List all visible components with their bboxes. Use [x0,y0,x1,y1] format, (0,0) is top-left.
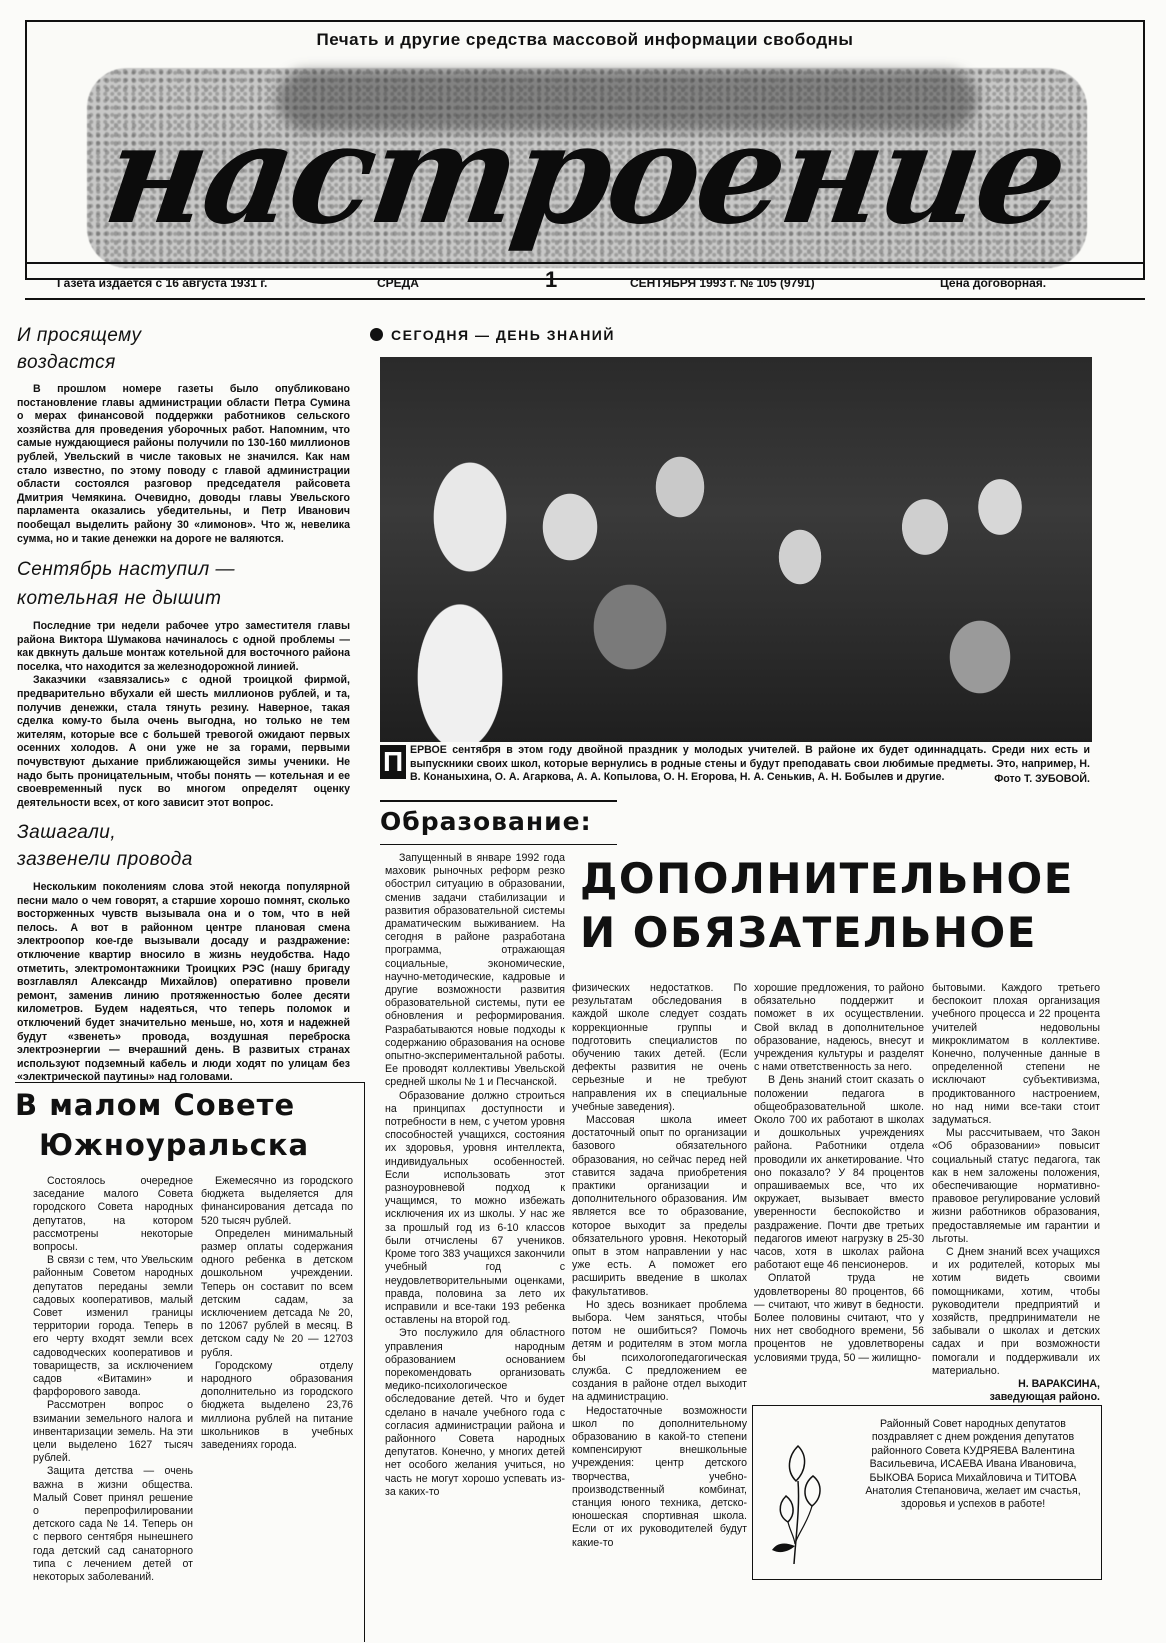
article3-body: Нескольким поколениям слова этой некогда популярной песни мало о чем говорят, а старшие хорошо помнят, сколько восторженных чувств вызывала она и о том, что в ней пелось. А вот в районном центре плановая смена электроопор кое-где вызывали досаду и раздражение: отключение квартир вносило в жизнь неудобства. Надо отметить, электромонтажники Троицких РЭС (нашу бригаду возглавлял Александр Михайлов) оперативно провели ремонт, заменив линию протяженностью более десяти километров. Будем надеяться, что теперь поломок и отключений будет значительно меньше, но, хотя и надежней будут «звенеть» провода, воздушная переброска электроэнергии — вчерашний день. В развитых странах используют подземный кабель и люди ходят по улицам без «электрической паутины» над головами. [17,881,350,1084]
education-headline: ДОПОЛНИТЕЛЬНОЕ И ОБЯЗАТЕЛЬНОЕ [580,854,1074,957]
article2-title-line1: Сентябрь наступил — [17,559,235,580]
article1-title-line1: И просящему [17,325,142,346]
photo-caption: ЕРВОЕ сентября в этом году двойной праздник у молодых учителей. В районе их будет одиннадцать. Среди них есть и выпускники своих школ, которые вернулись в родные стены и будут преподавать свои любимые предметы. Это, например, Н. В. Конаныхина, О. А. Агаркова, А. А. Копылова, О. Н. Егорова, Н. А. Сенькив, А. Н. Бобылев и другие. [410,744,1090,784]
education-col3: хорошие предложения, то районо обязательно поддержит и поможет в их осуществлении. Свой вклад в дополнительное образование, надеюсь, внесут и учреждения культуры и разделят с нами ответственность за него. В День знаний стоит сказать о положении педагога в общеобразовательной школе. Около 700 их работают в школах и дошкольных учреждениях района. Работники отдела проводили их анкетирование. Что оно показало? У 84 процентов опрашиваемых все, что их окружает, вызывает вместо уверенности беспокойство и раздражение. Почти две третьих педагогов имеют нагрузку в 25-30 часов, хотя в школах района работают еще 46 пенсионеров. Оплатой труда не удовлетворены 80 процентов, 66 — считают, что живут в бедности. Более половины считают, что у них нет свободного времени, 56 процентов не удовлетворены условиями труда, 50 — жилищно- [754,982,924,1364]
article3-title-line2: зазвенели провода [17,849,193,870]
caption-dropcap: П [380,745,406,779]
council-title-line1: В малом Совете [15,1088,296,1122]
council-title-line2: Южноуральска [39,1128,310,1162]
education-col4: бытовыми. Каждого третьего беспокоит плохая организация учебного процесса и 22 процента учителей недовольны микроклиматом в коллективе. Конечно, полученные данные в определенной степени не исключают субъективизма, продиктованного настроением, но над ними все-таки стоит задуматься. Мы рассчитываем, что Закон «Об образовании» повысит социальный статус педагога, так как в нем заложены положения, обеспечивающие нормативно-правовое регулирование условий жизни работников образования, предоставляемые им гарантии и льготы. С Днем знаний всех учащихся и их родителей, которых мы хотим видеть своими помощниками, хотим, чтобы руководители предприятий и хозяйств, предприниматели не забывали о школах и детских садах и при возможности помогали и поддерживали их материально. Н. ВАРАКСИНА, заведующая районо. [932,982,1100,1404]
author-position: заведующая районо. [989,1391,1100,1404]
price: Цена договорная. [940,276,1047,290]
newspaper-title: настроение [96,92,1075,255]
council-col1: Состоялось очередное заседание малого Совета городского Совета народных депутатов, на котором рассмотрены некоторые вопросы. В связи с тем, что Увельским районным Советом народных депутатов переданы земли садовых кооперативов, малый Совет изменил границы территории города. Теперь в его черту входят земли всех садоводческих кооперативов и товариществ, за исключением садов «Витамин» и фарфорового завода. Рассмотрен вопрос о взимании земельного налога и инвентаризации земель. На эти цели выделено 1627 тысяч рублей. Защита детства — очень важна в жизни общества. Малый Совет принял решение о перепрофилировании детского сада № 14. Теперь он с первого сентября нынешнего года детский сад санаторного типа с лечением детей от некоторых заболеваний. [33,1175,193,1584]
author-name: Н. ВАРАКСИНА, [1018,1378,1100,1391]
article3-title-line1: Зашагали, [17,822,117,843]
dateline [25,262,1145,300]
council-col2: Ежемесячно из городского бюджета выделяется для финансирования детсада по 520 тысяч рублей. Определен минимальный размер оплаты содержания одного ребенка в детском дошкольном учреждении. Теперь он составит по всем детским садам, за исключением детсада № 20, по 12067 рублей в месяц. В детском саду № 20 — 12703 рубля. Городскому отделу народного образования дополнительно из городского бюджета выделено 23,76 миллиона рублей на питание школьников в учебных заведениях города. [201,1175,353,1452]
issue-number: СЕНТЯБРЯ 1993 г. № 105 (9791) [630,276,815,290]
council-article [15,1082,365,1642]
flower-icon [768,1426,833,1566]
greeting-text: Районный Совет народных депутатов поздравляет с днем рождения депутатов районного Совета КУДРЯЕВА Валентина Васильевича, ИСАЕВА Ивана Ивановича, БЫКОВА Бориса Михайловича и ТИТОВА Анатолия Степановича, желает им счастья, здоровья и успехов в работе! [865,1418,1081,1511]
teachers-photo [380,357,1092,742]
article2-title-line2: котельная не дышит [17,588,222,609]
section-label: СЕГОДНЯ — ДЕНЬ ЗНАНИЙ [370,327,615,343]
masthead [25,20,1145,280]
education-col1: Запущенный в январе 1992 года маховик рыночных реформ резко обострил ситуацию в образовании, сменив задачи стабилизации и развития образовательной системы драматическим выживанием. На сегодня в районе разработана программа, отражающая социальные, экономические, научно-методические, кадровые и другие возможности развития образовательной системы, пути ее обновления и реформирования. Разрабатываются новые подходы к содержанию образования на основе опытно-экспериментальной работы. Ее проводят коллективы Увельской средней школы № 1 и Песчанской. Образование должно строиться на принципах доступности и потребности в нем, с учетом уровня способностей учащихся, состояния их здоровья, уровня интеллекта, индивидуальных особенностей. Если использовать этот разноуровневой подход к учащимся, то можно избежать исключения их из школы. У нас же за прошлый год из 6-10 классов были отчислены 67 учеников. Кроме того 383 учащихся закончили учебный год с неудовлетворительными оценками, правда, половина за лето их исправили и все-таки 193 ребенка оставлены на второй год. Это послужило для областного управления народным образованием основанием порекомендовать организовать медико-психологическое обследование детей. Что и будет сделано в начале учебного года с согласия администрации района и районного Совета народных депутатов. Конечно, у многих детей нет особого желания учиться, но часть не могут хорошо успевать из-за каких-то [385,852,565,1498]
bullet-icon [370,328,383,341]
day-number: 1 [545,267,558,292]
education-rubric: Образование: [380,800,617,845]
greeting-box [752,1405,1102,1580]
article2-body: Последние три недели рабочее утро заместителя главы района Виктора Шумакова начиналось с одной проблемы — как двкнуть дальше монтаж котельной для восточного района поселка, что находится за железнодорожной линией. Заказчики «завязались» с одной троицкой фирмой, предварительно вбухали ей шесть миллионов рублей, и та, получив денежки, стала тянуть резину. Наверное, такая сделка кому-то была очень выгодна, но только не тем жителям, которые все с большей тревогой ожидают первых осенних холодов. А они уже не за горами, первыми почувствуют дыхание приближающейся зимы ученики. Не надо быть проницательным, чтобы понять — котельная и ее своевременный пуск во многом определят оценку деятельности всех, от кого зависит этот вопрос. [17,620,350,809]
weekday: СРЕДА [377,276,419,290]
education-col2: физических недостатков. По результатам обследования в каждой школе следует создать коррекционные группы и подготовить специалистов по обучению таких детей. (Если дефекты развития не очень серьезные и не требуют направления их в специальные учебные заведения). Массовая школа имеет достаточный опыт по организации базового обязательного образования, но сейчас перед ней ставится задача приобретения практики организации и дополнительного образования. Им является все то образование, которое выходит за пределы обязательного уровня. Некоторый опыт в этом направлении у нас уже есть. А поможет его расширить введение в школах факультативов. Но здесь возникает проблема выбора. Чем заняться, чтобы потом не ошибиться? Помочь детям и родителям в этом могла бы психологопедагогическая служба. С предложением ее создания в районе отдел выходит на администрацию. Недостаточные возможности школ по дополнительному образованию в какой-то степени компенсируют внешкольные учреждения: центр детского творчества, учебно-производственный комбинат, станция юного техника, детско-юношеская спортивная школа. Если от их руководителей будут какие-то [572,982,747,1549]
photo-credit: Фото Т. ЗУБОВОЙ. [994,773,1090,785]
article1-title-line2: воздастся [17,352,116,373]
publication-since: Газета издается с 16 августа 1931 г. [57,276,268,290]
masthead-slogan: Печать и другие средства массовой информации свободны [316,30,854,49]
article1-body: В прошлом номере газеты было опубликовано постановление главы администрации области Петра Сумина о мерах финансовой поддержки работников сельского хозяйства для проведения уборочных работ. Напомним, что самые нуждающиеся районы получили по 130-160 миллионов рублей, Увельский в числе таковых не значился. Как нам стало известно, по этому поводу с главой администрации области состоялся разговор председателя райсовета Дмитрия Чемякина. Очевидно, доводы главы Увельского парламента оказались убедительны, и Петр Иванович пообещал выделить району 30 «лимонов». Что ж, невелика сумма, но и такие денежки на дороге не валяются. [17,383,350,545]
